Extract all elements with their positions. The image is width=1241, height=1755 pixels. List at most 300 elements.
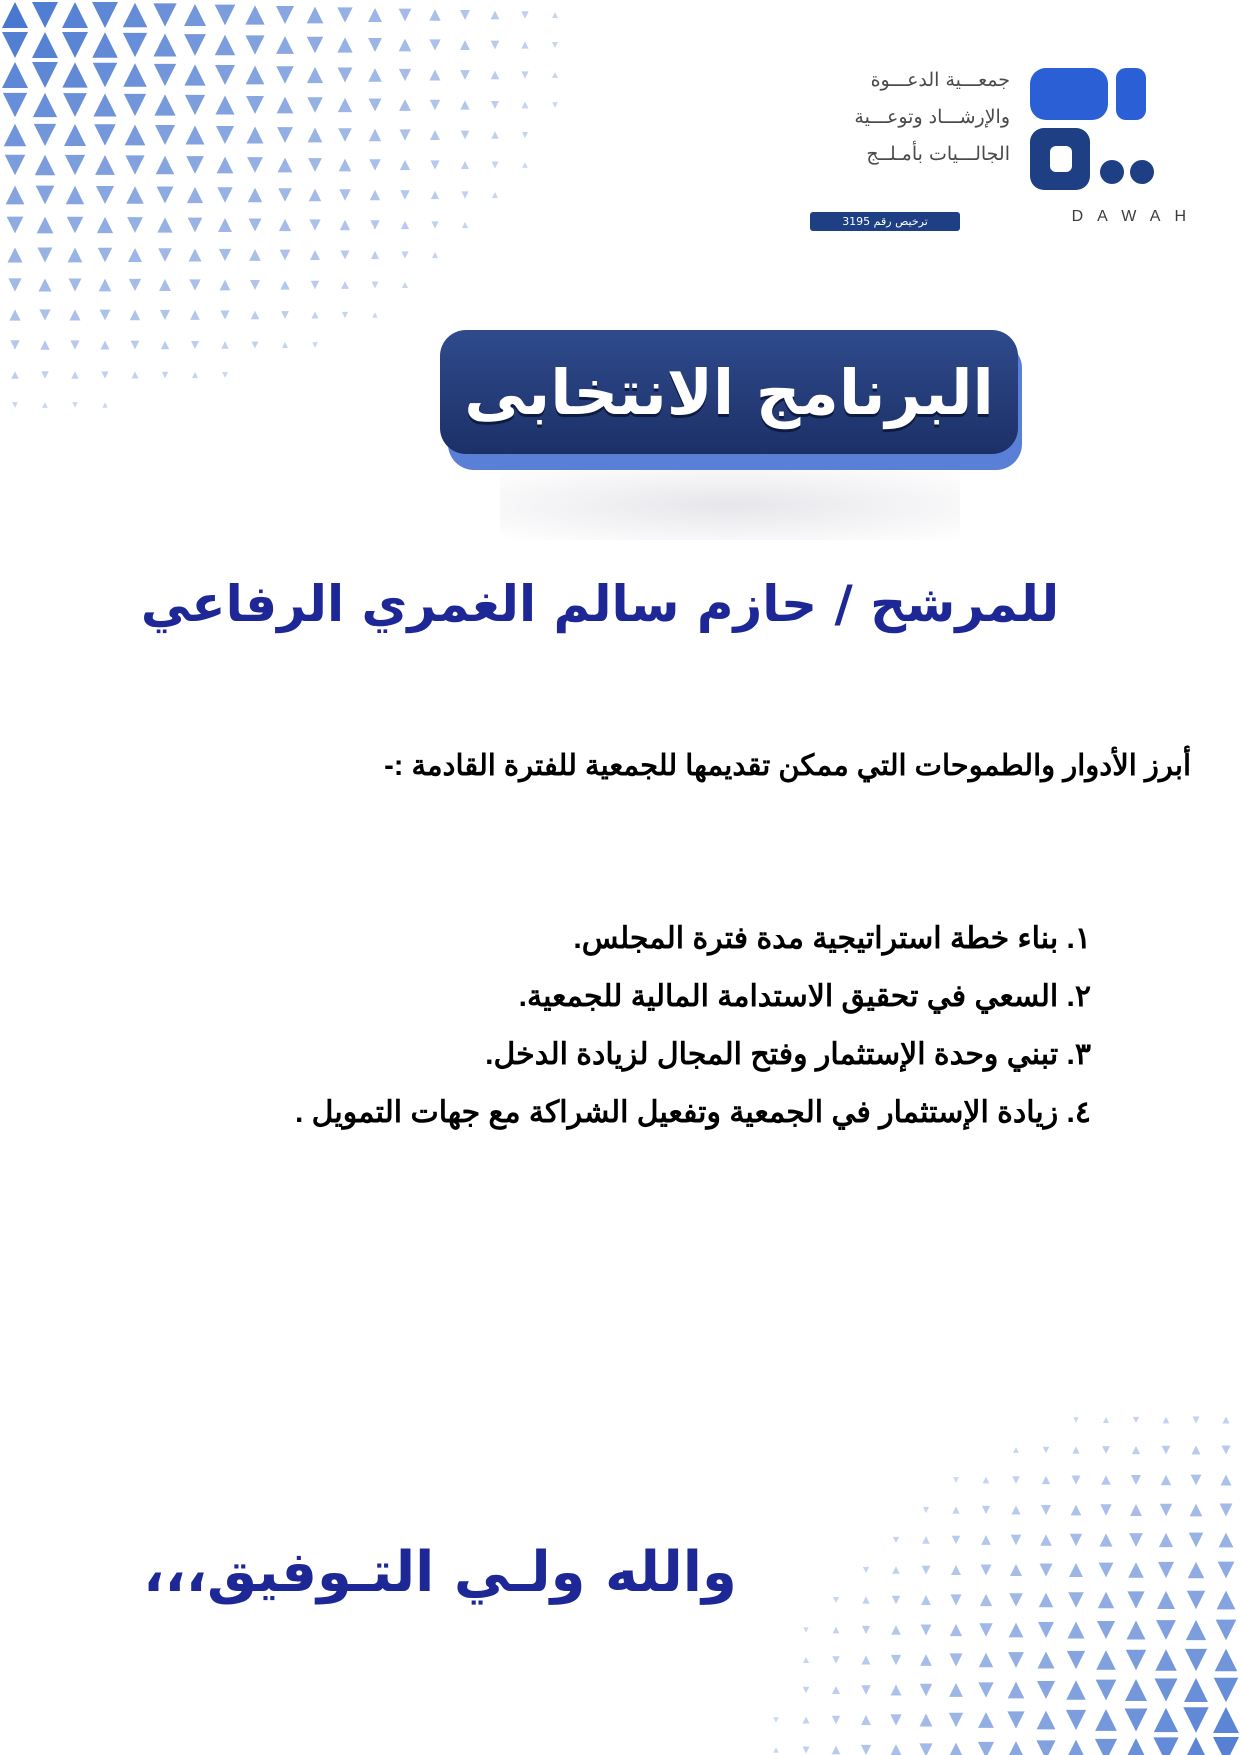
pattern-triangle	[11, 371, 19, 379]
pattern-triangle	[3, 93, 27, 117]
pattern-triangle	[920, 1654, 932, 1666]
pattern-triangle	[1068, 1592, 1084, 1608]
pattern-triangle	[189, 279, 200, 290]
pattern-triangle	[277, 127, 293, 143]
pattern-triangle	[155, 125, 175, 145]
pattern-triangle	[1126, 1650, 1147, 1671]
pattern-triangle	[63, 93, 87, 117]
license-badge: ترخيص رقم 3195	[810, 212, 960, 231]
pattern-triangle	[1222, 1416, 1229, 1423]
pattern-triangle	[1038, 1622, 1054, 1638]
pattern-triangle	[803, 1657, 809, 1663]
pattern-triangle	[342, 312, 348, 318]
pattern-triangle	[2, 32, 28, 58]
pattern-triangle	[68, 248, 83, 263]
pattern-triangle	[431, 191, 439, 199]
pattern-triangle	[368, 68, 382, 82]
pattern-triangle	[430, 160, 439, 169]
pattern-triangle	[832, 1686, 840, 1694]
pattern-triangle	[248, 188, 263, 203]
pattern-triangle	[369, 129, 381, 141]
pattern-triangle	[1037, 1651, 1054, 1668]
pattern-triangle	[368, 8, 382, 22]
pattern-triangle	[1066, 1740, 1087, 1755]
pattern-triangle	[803, 1717, 810, 1724]
pattern-triangle	[920, 1714, 933, 1727]
pattern-triangle	[8, 278, 21, 291]
pattern-triangle	[1153, 1737, 1178, 1755]
pattern-triangle	[9, 309, 20, 320]
organization-name	[770, 62, 1010, 173]
pattern-triangle	[1127, 1591, 1144, 1608]
pattern-triangle	[282, 342, 288, 348]
pattern-triangle	[1189, 1533, 1204, 1548]
pattern-triangle	[521, 11, 528, 18]
pattern-triangle	[521, 41, 528, 48]
pattern-triangle	[62, 2, 88, 28]
pattern-triangle	[42, 402, 48, 408]
pattern-triangle	[1099, 1563, 1114, 1578]
pattern-triangle	[773, 1717, 778, 1722]
pattern-triangle	[98, 248, 112, 262]
pattern-triangle	[66, 186, 84, 204]
pattern-triangle	[278, 188, 292, 202]
pattern-triangle	[188, 248, 201, 261]
pattern-triangle	[1183, 1737, 1209, 1755]
pattern-triangle	[1191, 1475, 1202, 1486]
pattern-triangle	[1213, 1737, 1239, 1755]
pattern-triangle	[337, 7, 352, 22]
pattern-triangle	[401, 251, 408, 258]
pattern-triangle	[124, 94, 146, 116]
pattern-triangle	[432, 252, 438, 258]
pattern-triangle	[154, 94, 175, 115]
pattern-triangle	[1221, 1475, 1232, 1486]
pattern-triangle	[1219, 1533, 1234, 1548]
pattern-triangle	[1124, 1738, 1148, 1755]
pattern-triangle	[281, 311, 289, 319]
pattern-triangle	[100, 310, 111, 321]
pattern-triangle	[132, 372, 139, 379]
pattern-triangle	[1070, 1534, 1082, 1546]
pattern-triangle	[1130, 1504, 1142, 1516]
pattern-triangle	[156, 156, 174, 174]
pattern-triangle	[1160, 1504, 1172, 1516]
pattern-triangle	[12, 402, 18, 408]
pattern-triangle	[1100, 1504, 1111, 1515]
pattern-triangle	[1043, 1447, 1050, 1454]
pattern-triangle	[222, 372, 228, 378]
pattern-triangle	[522, 102, 529, 109]
pattern-triangle	[308, 128, 323, 143]
pattern-triangle	[980, 1594, 992, 1606]
pattern-triangle	[307, 67, 323, 83]
pattern-triangle	[1102, 1446, 1110, 1454]
pattern-triangle	[158, 248, 172, 262]
pattern-triangle	[221, 341, 228, 348]
pattern-triangle	[7, 247, 22, 262]
pattern-triangle	[863, 1567, 869, 1573]
pattern-triangle	[251, 311, 259, 319]
pattern-triangle	[1008, 1652, 1024, 1668]
pattern-triangle	[32, 2, 58, 28]
pattern-triangle	[370, 190, 381, 201]
pattern-triangle	[1010, 1564, 1022, 1576]
pattern-triangle	[981, 1535, 991, 1545]
pattern-triangle	[39, 309, 50, 320]
pattern-triangle	[1155, 1649, 1176, 1670]
pattern-triangle	[276, 36, 294, 54]
pattern-triangle	[1190, 1504, 1203, 1517]
pattern-triangle	[491, 71, 499, 79]
pattern-triangle	[220, 280, 231, 291]
decorative-pattern-bottom-right	[701, 1315, 1241, 1755]
pattern-triangle	[460, 10, 470, 20]
pattern-triangle	[1193, 1417, 1200, 1424]
intro-heading: أبرز الأدوار والطموحات التي ممكن تقديمها للجمعية للفترة القادمة :-	[384, 750, 1191, 782]
pattern-triangle	[402, 282, 408, 288]
pattern-triangle	[65, 155, 85, 175]
pattern-triangle	[980, 1564, 991, 1575]
pattern-triangle	[399, 99, 411, 111]
pattern-triangle	[460, 40, 470, 50]
pattern-triangle	[1042, 1476, 1050, 1484]
pattern-triangle	[246, 66, 265, 85]
closing-phrase: والله ولـي التـوفيق،،،	[143, 1540, 737, 1605]
pattern-triangle	[522, 162, 528, 168]
pattern-triangle	[10, 340, 19, 349]
pattern-triangle	[1129, 1533, 1143, 1547]
pattern-triangle	[891, 1685, 902, 1696]
pattern-triangle	[803, 1687, 810, 1694]
pattern-triangle	[1213, 1707, 1239, 1733]
pattern-triangle	[949, 1683, 963, 1697]
pattern-triangle	[94, 124, 115, 145]
pattern-triangle	[1011, 1505, 1020, 1514]
pattern-triangle	[70, 340, 79, 349]
pattern-triangle	[1127, 1621, 1146, 1640]
pattern-triangle	[2, 62, 28, 88]
dawah-logo-mark-icon	[1020, 62, 1170, 202]
pattern-triangle	[401, 221, 409, 229]
pattern-triangle	[1007, 1741, 1025, 1755]
pattern-triangle	[154, 64, 176, 86]
pattern-triangle	[1221, 1445, 1230, 1454]
pattern-triangle	[1161, 1475, 1172, 1486]
pattern-triangle	[1124, 1708, 1147, 1731]
pattern-triangle	[979, 1623, 992, 1636]
pattern-triangle	[979, 1653, 993, 1667]
pattern-triangle	[92, 2, 118, 28]
pattern-triangle	[399, 129, 410, 140]
goal-item: ٢. السعي في تحقيق الاستدامة المالية للجمعية.	[518, 980, 1091, 1013]
pattern-triangle	[1185, 1649, 1207, 1671]
pattern-triangle	[188, 218, 203, 233]
pattern-triangle	[157, 187, 174, 204]
pattern-triangle	[951, 1565, 961, 1575]
pattern-triangle	[429, 69, 440, 80]
pattern-triangle	[922, 1536, 929, 1543]
pattern-triangle	[370, 220, 379, 229]
pattern-triangle	[1220, 1504, 1233, 1517]
pattern-triangle	[1131, 1475, 1141, 1485]
pattern-triangle	[1214, 1678, 1238, 1702]
pattern-triangle	[1041, 1505, 1051, 1515]
pattern-triangle	[1218, 1562, 1235, 1579]
pattern-triangle	[832, 1656, 839, 1663]
pattern-triangle	[372, 282, 379, 289]
pattern-triangle	[308, 158, 322, 172]
pattern-triangle	[100, 340, 109, 349]
pattern-triangle	[862, 1656, 871, 1665]
pattern-triangle	[491, 101, 499, 109]
pattern-triangle	[1009, 1623, 1024, 1638]
pattern-triangle	[1013, 1447, 1019, 1453]
pattern-triangle	[160, 310, 170, 320]
pattern-triangle	[1036, 1740, 1055, 1755]
pattern-triangle	[919, 1743, 932, 1755]
pattern-triangle	[340, 220, 350, 230]
pattern-triangle	[245, 5, 264, 24]
pattern-triangle	[159, 279, 171, 291]
pattern-triangle	[429, 39, 440, 50]
pattern-triangle	[1095, 1709, 1117, 1731]
pattern-triangle	[949, 1713, 963, 1727]
pattern-triangle	[246, 96, 264, 114]
pattern-triangle	[983, 1477, 990, 1484]
pattern-triangle	[1037, 1711, 1056, 1730]
pattern-triangle	[1158, 1562, 1174, 1578]
pattern-triangle	[309, 189, 322, 202]
pattern-triangle	[311, 281, 320, 290]
pattern-triangle	[338, 128, 352, 142]
pattern-triangle	[247, 127, 264, 144]
pattern-triangle	[339, 159, 352, 172]
pattern-triangle	[153, 33, 176, 56]
organization-name-line: جمعـــية الدعـــوة	[870, 69, 1010, 91]
pattern-triangle	[430, 130, 440, 140]
pattern-triangle	[69, 309, 80, 320]
pattern-triangle	[892, 1566, 900, 1574]
pattern-triangle	[461, 131, 470, 140]
pattern-triangle	[1188, 1562, 1205, 1579]
pattern-triangle	[368, 98, 381, 111]
pattern-triangle	[280, 250, 291, 261]
pattern-triangle	[1007, 1711, 1024, 1728]
pattern-triangle	[191, 341, 199, 349]
dawah-wordmark: DAWAH	[1071, 208, 1200, 225]
pattern-triangle	[37, 217, 54, 234]
pattern-triangle	[34, 124, 56, 146]
pattern-triangle	[309, 219, 320, 230]
pattern-triangle	[400, 160, 410, 170]
pattern-triangle	[216, 126, 234, 144]
pattern-triangle	[219, 249, 231, 261]
pattern-triangle	[245, 35, 264, 54]
pattern-triangle	[1067, 1621, 1084, 1638]
pattern-triangle	[1097, 1621, 1115, 1639]
pattern-triangle	[38, 278, 51, 291]
pattern-triangle	[247, 157, 263, 173]
pattern-triangle	[1154, 1708, 1178, 1732]
pattern-triangle	[1128, 1562, 1144, 1578]
pattern-triangle	[217, 187, 232, 202]
pattern-triangle	[97, 217, 113, 233]
pattern-triangle	[1133, 1417, 1139, 1423]
pattern-triangle	[950, 1624, 962, 1636]
organization-name-line: الجالـــيات بأمـلــج	[866, 143, 1010, 165]
pattern-triangle	[1216, 1620, 1237, 1641]
pattern-triangle	[920, 1684, 932, 1696]
pattern-triangle	[803, 1627, 808, 1632]
pattern-triangle	[276, 6, 294, 24]
pattern-triangle	[921, 1595, 931, 1605]
pattern-triangle	[862, 1596, 869, 1603]
pattern-triangle	[832, 1716, 840, 1724]
pattern-triangle	[372, 312, 377, 317]
pattern-triangle	[33, 93, 57, 117]
pattern-triangle	[1217, 1591, 1236, 1610]
pattern-triangle	[1066, 1680, 1085, 1699]
pattern-triangle	[4, 124, 26, 146]
pattern-triangle	[1069, 1563, 1083, 1577]
pattern-triangle	[67, 217, 84, 234]
pattern-triangle	[69, 279, 82, 292]
pattern-triangle	[1103, 1417, 1109, 1423]
pattern-triangle	[62, 62, 87, 87]
pattern-triangle	[184, 34, 206, 56]
pattern-triangle	[1215, 1649, 1238, 1672]
pattern-triangle	[5, 155, 26, 176]
pattern-triangle	[552, 102, 557, 107]
pattern-triangle	[521, 71, 528, 78]
pattern-triangle	[185, 125, 204, 144]
pattern-triangle	[186, 156, 204, 174]
pattern-triangle	[1096, 1680, 1117, 1701]
pattern-triangle	[307, 7, 324, 24]
pattern-triangle	[276, 66, 293, 83]
pattern-triangle	[341, 281, 349, 289]
pattern-triangle	[1066, 1710, 1086, 1730]
pattern-triangle	[978, 1712, 994, 1728]
pattern-triangle	[1072, 1446, 1079, 1453]
pattern-triangle	[1159, 1533, 1173, 1547]
pattern-triangle	[7, 217, 24, 234]
pattern-triangle	[338, 98, 352, 112]
pattern-triangle	[430, 100, 441, 111]
pattern-triangle	[1155, 1679, 1178, 1702]
candidate-name: للمرشح / حازم سالم الغمري الرفاعي	[140, 575, 1060, 633]
pattern-triangle	[1071, 1505, 1082, 1516]
pattern-triangle	[978, 1682, 993, 1697]
pattern-triangle	[32, 62, 58, 88]
pattern-triangle	[1039, 1563, 1052, 1576]
pattern-triangle	[278, 158, 293, 173]
pattern-triangle	[35, 155, 55, 175]
goal-item: ١. بناء خطة استراتيجية مدة فترة المجلس.	[573, 922, 1091, 955]
pattern-triangle	[861, 1685, 871, 1695]
organization-logo	[770, 58, 1210, 238]
pattern-triangle	[36, 186, 55, 205]
pattern-triangle	[280, 280, 289, 289]
pattern-triangle	[491, 131, 498, 138]
pattern-triangle	[312, 342, 318, 348]
pattern-triangle	[552, 12, 558, 18]
pattern-triangle	[399, 39, 412, 52]
pattern-triangle	[215, 65, 235, 85]
pattern-triangle	[802, 1746, 809, 1753]
pattern-triangle	[952, 1506, 959, 1513]
pattern-triangle	[462, 222, 468, 228]
pattern-triangle	[32, 32, 58, 58]
pattern-triangle	[950, 1594, 961, 1605]
pattern-triangle	[248, 218, 261, 231]
pattern-triangle	[522, 132, 528, 138]
pattern-triangle	[893, 1537, 899, 1543]
pattern-triangle	[310, 250, 320, 260]
pattern-triangle	[400, 190, 409, 199]
pattern-triangle	[338, 68, 353, 83]
pattern-triangle	[1157, 1591, 1175, 1609]
pattern-triangle	[1183, 1707, 1208, 1732]
pattern-triangle	[429, 9, 440, 20]
pattern-triangle	[1040, 1534, 1052, 1546]
pattern-triangle	[1012, 1476, 1019, 1483]
pattern-triangle	[491, 11, 500, 20]
pattern-triangle	[399, 9, 412, 22]
pattern-triangle	[101, 371, 108, 378]
pattern-triangle	[153, 3, 176, 26]
pattern-triangle	[130, 310, 141, 321]
pattern-triangle	[861, 1715, 871, 1725]
pattern-triangle	[1156, 1620, 1176, 1640]
pattern-triangle	[1037, 1681, 1055, 1699]
title-reflection	[500, 470, 960, 540]
pattern-triangle	[1125, 1679, 1147, 1701]
pattern-triangle	[184, 64, 205, 85]
pattern-triangle	[891, 1625, 901, 1635]
pattern-triangle	[218, 218, 232, 232]
pattern-triangle	[491, 41, 500, 50]
pattern-triangle	[1099, 1533, 1112, 1546]
pattern-triangle	[552, 72, 558, 78]
pattern-triangle	[552, 42, 558, 48]
pattern-triangle	[6, 186, 25, 205]
pattern-triangle	[92, 32, 118, 58]
pattern-triangle	[1187, 1591, 1205, 1609]
pattern-triangle	[923, 1507, 929, 1513]
pattern-triangle	[492, 162, 499, 169]
pattern-triangle	[890, 1714, 901, 1725]
pattern-triangle	[461, 191, 468, 198]
pattern-triangle	[340, 250, 349, 259]
pattern-triangle	[369, 159, 381, 171]
pattern-triangle	[1067, 1651, 1085, 1669]
pattern-triangle	[861, 1745, 871, 1755]
pattern-triangle	[1186, 1620, 1206, 1640]
pattern-triangle	[131, 341, 140, 350]
pattern-triangle	[62, 32, 88, 58]
pattern-triangle	[128, 248, 142, 262]
pattern-triangle	[215, 35, 235, 55]
pattern-triangle	[220, 310, 229, 319]
pattern-triangle	[185, 95, 205, 115]
pattern-triangle	[892, 1596, 901, 1605]
pattern-triangle	[399, 69, 411, 81]
pattern-triangle	[102, 402, 107, 407]
pattern-triangle	[773, 1747, 779, 1753]
goal-item: ٣. تبني وحدة الإستثمار وفتح المجال لزيادة الدخل.	[485, 1038, 1091, 1071]
